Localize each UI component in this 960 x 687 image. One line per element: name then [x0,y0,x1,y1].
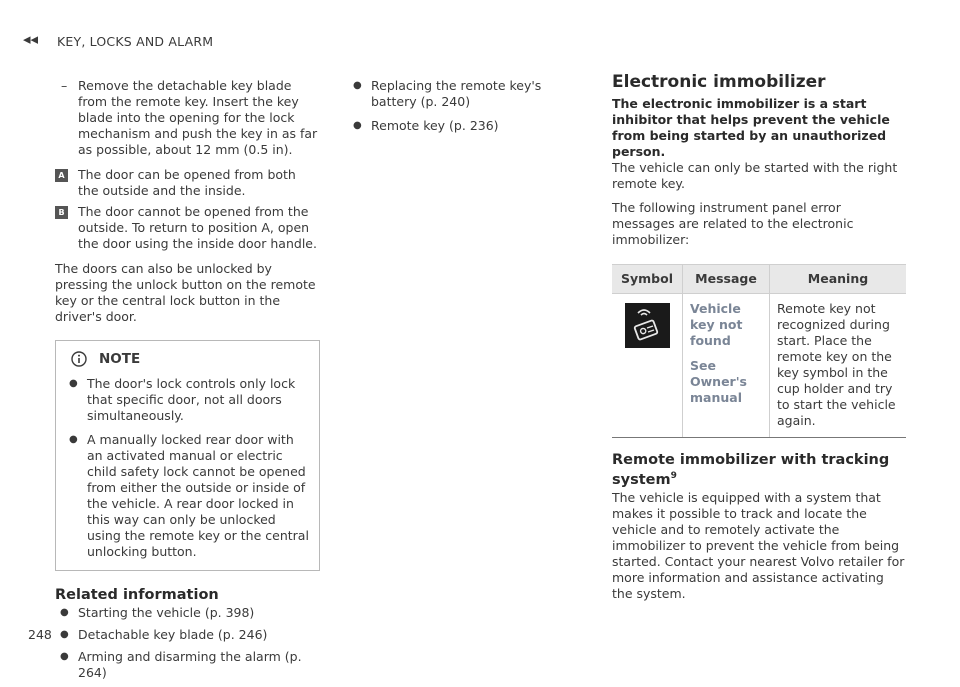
related-information [55,587,320,681]
message-cell [683,294,770,438]
page-number: 248 [28,627,52,642]
related-link[interactable] [55,605,320,621]
section-paragraph: The following instrument panel error messages are related to the electronic immobilizer: [612,200,854,247]
note-box [55,340,320,571]
bullet-icon: ● [60,651,69,662]
section-title: Electronic immobilizer [612,72,826,92]
message-line: Vehicle key not found [690,301,743,348]
note-title: NOTE [99,351,141,367]
related-link-text[interactable]: Starting the vehicle (p. 398) [78,605,255,620]
position-b-text: The door cannot be opened from the outside. To return to position A, open the door using the inside door handle. [78,204,317,251]
section-paragraph: The vehicle can only be started with the right remote key. [612,160,898,191]
remote-key-in-holder-icon [625,303,670,348]
chapter-header: KEY, LOCKS AND ALARM [57,34,214,49]
bullet-icon: ● [60,607,69,618]
note-item [64,432,311,560]
label-b-badge: B [55,206,68,219]
subsection-title-text: Remote immobilizer with tracking system [612,452,890,488]
step-text: Remove the detachable key blade from the remote key. Insert the key blade into the opening for the lock mechanism and push the key in as far as possible, about 12 mm (0.5 in). [78,78,318,157]
subsection-paragraph: The vehicle is equipped with a system that makes it possible to track and locate the vehicle and to remotely activate the immobilizer to prevent the vehicle from being started. Contact your nearest Volvo retailer for more information and assistance activating the system. [612,489,905,601]
note-header [71,351,311,367]
note-item-text: A manually locked rear door with an activated manual or electric child safety lock cannot be opened from either the outside or inside of the vehicle. A rear door locked in this way can only be unlocked using the remote key or the central unlocking button. [87,432,309,559]
note-item-text: The door's lock controls only lock that specific door, not all doors simultaneously. [87,376,296,423]
left-column [55,78,320,687]
bullet-icon: ● [60,629,69,640]
back-nav-icon[interactable]: ◂◂ [23,30,39,48]
bullet-icon: ● [69,434,78,445]
unlock-paragraph: The doors can also be unlocked by pressing the unlock button on the remote key or the central lock button in the driver's door. [55,261,316,324]
related-link-text[interactable]: Replacing the remote key's battery (p. 240) [371,78,542,109]
position-a-text: The door can be opened from both the outside and the inside. [78,167,296,198]
related-title: Related information [55,587,219,603]
related-link[interactable] [55,627,320,643]
right-column [612,74,906,610]
middle-column [348,78,576,142]
section-lead: The electronic immobilizer is a start inhibitor that helps prevent the vehicle from being started by an unauthorized person. [612,96,890,159]
subsection-title [612,452,906,488]
position-a [55,167,320,199]
related-link-text[interactable]: Remote key (p. 236) [371,118,499,133]
message-line: See Owner's manual [690,358,747,405]
footnote-marker[interactable]: 9 [670,471,677,481]
error-message-table [612,264,906,438]
meaning-cell: Remote key not recognized during start. Place the remote key on the key symbol in the cup holder and try to start the vehicle again. [770,294,907,438]
related-link-text[interactable]: Detachable key blade (p. 246) [78,627,268,642]
table-header-meaning: Meaning [770,265,907,294]
related-link[interactable] [348,78,576,110]
related-link[interactable] [55,649,320,681]
bullet-icon: ● [69,378,78,389]
symbol-cell [612,294,683,438]
step-dash: – [61,78,68,93]
note-item [64,376,311,424]
bullet-icon: ● [353,80,362,91]
table-row [612,294,906,438]
table-header-message: Message [683,265,770,294]
related-link-text[interactable]: Arming and disarming the alarm (p. 264) [78,649,302,680]
bullet-icon: ● [353,120,362,131]
info-icon [71,351,87,367]
position-b [55,204,320,252]
label-a-badge: A [55,169,68,182]
related-link[interactable] [348,118,576,134]
instruction-step [55,78,320,158]
table-header-symbol: Symbol [612,265,683,294]
